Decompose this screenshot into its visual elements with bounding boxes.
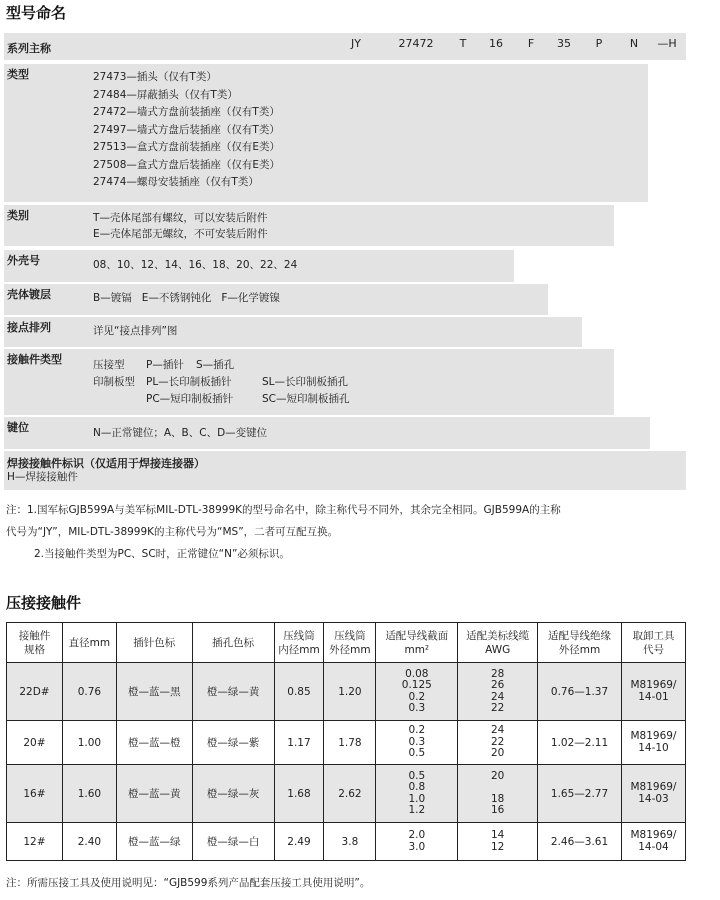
contact-group-pcb: 印制板型 (93, 376, 135, 388)
note-line-3: 2.当接触件类型为PC、SC时，正常键位“N”必须标识。 (34, 548, 290, 560)
cell-socket-color: 橙—绿—黄 (192, 663, 274, 721)
code-category: T (459, 37, 467, 50)
code-series: JY (351, 37, 361, 50)
cell-spec: 22D# (7, 663, 63, 721)
header-cross-section: 适配导线截面 mm² (376, 623, 458, 663)
table-row (7, 765, 686, 823)
list-item: 27508—盒式方盘后装插座（仅有E类） (93, 158, 281, 171)
code-keying: N (629, 37, 639, 50)
arrangement-label: 接点排列 (7, 321, 51, 334)
table-row (7, 663, 686, 721)
cell-cross: 0.5 0.8 1.0 1.2 (376, 765, 458, 823)
category-list (93, 210, 268, 242)
series-label: 系列主称 (7, 42, 51, 55)
cell-tool: M81969/ 14-04 (621, 823, 685, 861)
plating-label: 壳体镀层 (7, 288, 51, 301)
code-contact-type: P (595, 37, 603, 50)
cell-insulation: 0.76—1.37 (538, 663, 622, 721)
cell-outer: 1.78 (324, 721, 376, 765)
cell-awg: 28 26 24 22 (458, 663, 538, 721)
header-pin-color: 插针色标 (116, 623, 192, 663)
cell-pin-color: 橙—蓝—黄 (116, 765, 192, 823)
cell-cross: 0.2 0.3 0.5 (376, 721, 458, 765)
header-awg: 适配美标线缆 AWG (458, 623, 538, 663)
header-diameter: 直径mm (62, 623, 116, 663)
arrangement-band (4, 317, 582, 347)
keying-value: N—正常键位；A、B、C、D—变键位 (93, 427, 268, 439)
code-arrangement: 35 (557, 37, 571, 50)
shell-label: 外壳号 (7, 254, 40, 267)
list-item: 27497—墙式方盘后装插座（仅有T类） (93, 123, 280, 136)
cell-awg: 24 22 20 (458, 721, 538, 765)
table-header-row (7, 623, 686, 663)
list-item: 27473—插头（仅有T类） (93, 71, 217, 83)
cell-inner: 1.17 (274, 721, 324, 765)
weld-label: 焊接接触件标识（仅适用于焊接连接器） (7, 457, 205, 470)
contact-group-crimp: 压接型 (93, 359, 125, 371)
cell-tool: M81969/ 14-03 (621, 765, 685, 823)
note-line-1: 注：1.国军标GJB599A与美军标MIL-DTL-38999K的型号命名中，除主称代号不同外，其余完全相同。GJB599A的主称 (6, 504, 561, 516)
cell-insulation: 2.46—3.61 (538, 823, 622, 861)
header-inner-diameter: 压线筒 内径mm (274, 623, 324, 663)
cell-cross: 0.08 0.125 0.2 0.3 (376, 663, 458, 721)
contact-s: S—插孔 (196, 359, 235, 371)
list-item: 27474—螺母安装插座（仅有T类） (93, 176, 259, 188)
cell-pin-color: 橙—蓝—绿 (116, 823, 192, 861)
table-row (7, 721, 686, 765)
cell-diameter: 1.60 (62, 765, 116, 823)
code-type: 27472 (398, 37, 434, 50)
list-item: T—壳体尾部有螺纹，可以安装后附件 (93, 212, 268, 224)
cell-socket-color: 橙—绿—白 (192, 823, 274, 861)
category-label: 类别 (7, 209, 29, 222)
cell-diameter: 2.40 (62, 823, 116, 861)
cell-inner: 2.49 (274, 823, 324, 861)
header-socket-color: 插孔色标 (192, 623, 274, 663)
model-naming-title: 型号命名 (6, 4, 67, 22)
plating-item: F—化学镀镍 (221, 292, 280, 304)
cell-spec: 12# (7, 823, 63, 861)
type-list (93, 69, 280, 192)
code-plating: F (527, 37, 535, 50)
plating-item: E—不锈钢钝化 (141, 292, 212, 304)
cell-pin-color: 橙—蓝—黑 (116, 663, 192, 721)
cell-diameter: 1.00 (62, 721, 116, 765)
cell-insulation: 1.65—2.77 (538, 765, 622, 823)
crimp-contacts-title: 压接接触件 (6, 594, 82, 612)
crimp-contacts-table (6, 622, 686, 861)
header-outer-diameter: 压线筒 外径mm (324, 623, 376, 663)
cell-cross: 2.0 3.0 (376, 823, 458, 861)
cell-inner: 1.68 (274, 765, 324, 823)
keying-label: 键位 (7, 421, 29, 434)
cell-tool: M81969/ 14-01 (621, 663, 685, 721)
contact-p: P—插针 (146, 359, 184, 371)
cell-pin-color: 橙—蓝—橙 (116, 721, 192, 765)
cell-awg: 20 18 16 (458, 765, 538, 823)
contact-pl: PL—长印制板插针 (146, 376, 232, 388)
contact-sc: SC—短印制板插孔 (262, 393, 350, 405)
contact-sl: SL—长印制板插孔 (262, 376, 349, 388)
cell-socket-color: 橙—绿—紫 (192, 721, 274, 765)
contact-pc: PC—短印制板插针 (146, 393, 234, 405)
list-item: 27484—屏蔽插头（仅有T类） (93, 88, 238, 101)
arrangement-value: 详见“接点排列”图 (93, 325, 178, 337)
header-spec: 接触件 规格 (7, 623, 63, 663)
header-insulation: 适配导线绝缘 外径mm (538, 623, 622, 663)
code-shell: 16 (489, 37, 503, 50)
cell-socket-color: 橙—绿—灰 (192, 765, 274, 823)
table-row (7, 823, 686, 861)
list-item: E—壳体尾部无螺纹，不可安装后附件 (93, 228, 268, 240)
cell-outer: 1.20 (324, 663, 376, 721)
cell-insulation: 1.02—2.11 (538, 721, 622, 765)
cell-diameter: 0.76 (62, 663, 116, 721)
cell-awg: 14 12 (458, 823, 538, 861)
cell-outer: 2.62 (324, 765, 376, 823)
code-weld: —H (657, 37, 677, 50)
note-line-2: 代号为“JY”，MIL-DTL-38999K的主称代号为“MS”，二者可互配互换。 (6, 526, 339, 538)
list-item: 27472—墙式方盘前装插座（仅有T类） (93, 106, 280, 118)
shell-values: 08、10、12、14、16、18、20、22、24 (93, 259, 298, 271)
contact-type-label: 接触件类型 (7, 353, 62, 366)
cell-outer: 3.8 (324, 823, 376, 861)
plating-item: B—镀镉 (93, 292, 132, 304)
type-label: 类型 (7, 68, 29, 81)
list-item: 27513—盒式方盘前装插座（仅有E类） (93, 141, 281, 153)
cell-spec: 20# (7, 721, 63, 765)
weld-value: H—焊接接触件 (7, 471, 78, 483)
crimp-tool-note: 注：所需压接工具及使用说明见：“GJB599系列产品配套压接工具使用说明”。 (6, 877, 371, 889)
cell-inner: 0.85 (274, 663, 324, 721)
plating-values (93, 290, 280, 308)
cell-tool: M81969/ 14-10 (621, 721, 685, 765)
cell-spec: 16# (7, 765, 63, 823)
header-tool: 取卸工具 代号 (621, 623, 685, 663)
